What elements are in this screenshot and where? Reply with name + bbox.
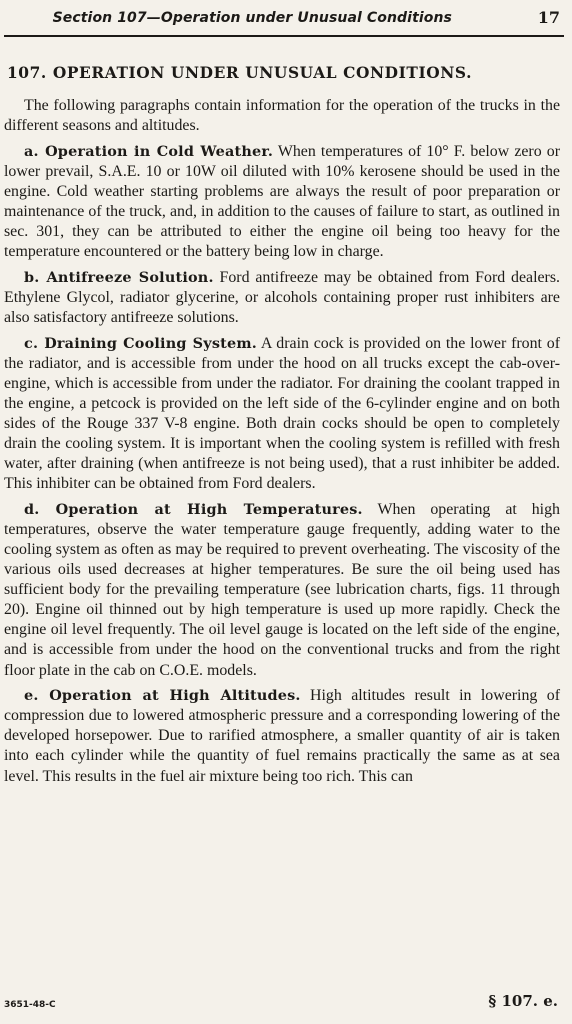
page-number: 17 [537,8,560,27]
paragraph-text: When temperatures of 10° F. below zero or lower prevail, S.A.E. 10 or 10W oil diluted with 10% kerosene should be used in the engine. Cold weather starting problems are always the result of poor preparation or maintenance of the truck, and, in addition to the causes of failure to start, as outlined in sec. 301, they can be attributed to either the engine oil being too heavy for the temperature encountered or the battery being low in charge. [4,142,560,261]
header-rule [4,35,564,37]
section-heading: 107. OPERATION UNDER UNUSUAL CONDITIONS. [7,64,473,82]
paragraph-lead: c. Draining Cooling System. [24,334,257,352]
paragraph-text: A drain cock is provided on the lower front of the radiator, and is accessible from under the hood on all trucks except the cab-over-engine, which is accessible from under the radiator. For draining the coolant trapped in the engine, a petcock is provided on the left side of the 6-cylinder engine and on both sides of the Rouge 337 V-8 engine. Both drain cocks should be open to completely drain the cooling system. It is important when the cooling system is refilled with fresh water, after draining (when antifreeze is not being used), that a rust inhibiter be added. This inhibiter can be obtained from Ford dealers. [4,334,560,493]
paragraph-high-temperatures [4,500,560,681]
paragraph-lead: a. Operation in Cold Weather. [24,142,274,160]
paragraph-text: High altitudes result in lowering of compression due to lowered atmospheric pressure and a corresponding lowering of the developed horsepower. Due to rarified atmosphere, a smaller quantity of air is taken into each cylinder while the quantity of fuel remains practically the same as at sea level. This results in the fuel air mixture being too rich. This can [4,687,560,785]
paragraph-lead: d. Operation at High Temperatures. [24,500,363,518]
section-title: Section 107—Operation under Unusual Conditions [52,10,452,26]
paragraph-lead: b. Antifreeze Solution. [24,268,214,286]
paragraph-high-altitudes [4,686,560,786]
paragraph-draining-cooling [4,334,560,495]
paragraph-text: When operating at high temperatures, observe the water temperature gauge frequently, adding water to the cooling system as often as may be required to prevent overheating. The viscosity of the various oils used decreases at higher temperatures. Be sure the oil being used has sufficient body for the prevailing temperature (see lubrication charts, figs. 11 through 20). Engine oil thinned out by high temperature is used up more rapidly. Check the engine oil level frequently. The oil level gauge is located on the left side of the engine, and is accessible from under the hood on the conventional trucks and from the right floor plate in the cab on C.O.E. models. [4,500,560,679]
section-reference: § 107. e. [488,992,558,1010]
paragraph-lead: e. Operation at High Altitudes. [24,687,301,705]
paragraph-text: Ford antifreeze may be obtained from Ford dealers. Ethylene Glycol, radiator glycerine, or alcohols containing proper rust inhibiters are also satisfactory antifreeze solutions. [4,268,560,326]
paragraph-antifreeze [4,268,560,328]
body-text [4,96,560,792]
print-code: 3651-48-C [4,1000,56,1010]
paragraph-cold-weather [4,142,560,263]
page-footer [4,992,562,1018]
intro-paragraph: The following paragraphs contain information for the operation of the trucks in the different seasons and altitudes. [4,97,560,135]
running-header [6,8,562,30]
